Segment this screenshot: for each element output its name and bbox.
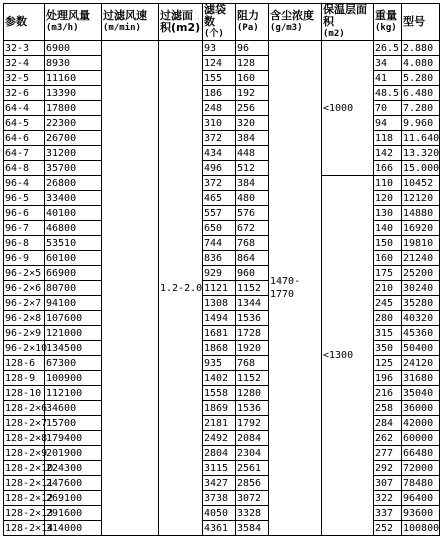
cell-weight: 94 <box>374 116 402 131</box>
cell-resistance: 1152 <box>236 281 269 296</box>
cell-bag-count: 1868 <box>203 341 236 356</box>
cell-resistance: 2304 <box>236 446 269 461</box>
cell-weight: 252 <box>374 521 402 536</box>
cell-airflow: 224300 <box>45 461 102 476</box>
column-header-label: 过滤面积(m2) <box>160 9 201 34</box>
cell-resistance: 672 <box>236 221 269 236</box>
cell-model-param: 96-4 <box>4 176 45 191</box>
cell-model-number: 60000 <box>402 431 440 446</box>
cell-model-param: 96-7 <box>4 221 45 236</box>
cell-model-param: 128-6 <box>4 356 45 371</box>
cell-bag-count: 744 <box>203 236 236 251</box>
cell-model-param: 96-8 <box>4 236 45 251</box>
cell-weight: 258 <box>374 401 402 416</box>
cell-weight: 26.5 <box>374 41 402 56</box>
cell-resistance: 448 <box>236 146 269 161</box>
cell-model-param: 128-2×13 <box>5 507 54 519</box>
cell-bag-count: 1308 <box>203 296 236 311</box>
cell-model-number: 35280 <box>402 296 440 311</box>
cell-model-param: 64-6 <box>4 131 45 146</box>
cell-model-number: 42000 <box>402 416 440 431</box>
cell-model-param: 96-2×5 <box>4 266 45 281</box>
cell-bag-count: 2181 <box>203 416 236 431</box>
cell-weight: 337 <box>374 506 402 521</box>
column-header <box>269 4 322 41</box>
table-row <box>4 191 440 206</box>
column-header-label: 滤袋数 <box>204 3 226 28</box>
cell-resistance: 1728 <box>236 326 269 341</box>
cell-model-number: 14880 <box>402 206 440 221</box>
cell-weight: 160 <box>374 251 402 266</box>
column-header <box>236 4 269 41</box>
cell-resistance: 128 <box>236 56 269 71</box>
cell-model-number: 15.000 <box>403 162 440 174</box>
cell-weight: 322 <box>374 491 402 506</box>
table-row <box>4 101 440 116</box>
column-header <box>45 4 102 41</box>
column-header-label: 阻力 <box>237 9 259 22</box>
cell-model-param: 96-9 <box>4 251 45 266</box>
cell-model-param: 128-2×7 <box>5 417 48 429</box>
cell-weight: 277 <box>374 446 402 461</box>
cell-resistance: 2561 <box>236 461 269 476</box>
column-header <box>4 4 45 41</box>
cell-resistance: 1280 <box>236 386 269 401</box>
cell-airflow: 201900 <box>45 446 102 461</box>
table-row <box>4 476 440 491</box>
cell-airflow: 67300 <box>45 356 102 371</box>
cell-model-number: 66480 <box>402 446 440 461</box>
cell-insulation-area: <1300 <box>322 176 374 536</box>
header-row <box>4 4 440 41</box>
cell-bag-count: 155 <box>203 71 236 86</box>
cell-airflow: 134500 <box>45 341 102 356</box>
cell-airflow: 6900 <box>45 41 102 56</box>
cell-model-param: 96-2×7 <box>4 296 45 311</box>
cell-resistance: 256 <box>236 101 269 116</box>
table-row <box>4 371 440 386</box>
cell-airflow: 121000 <box>45 326 102 341</box>
cell-model-param: 32-3 <box>4 41 45 56</box>
column-header-label: 含尘浓度 <box>270 9 314 22</box>
table-row <box>4 266 440 281</box>
cell-bag-count: 3115 <box>203 461 236 476</box>
cell-airflow: 247600 <box>45 476 102 491</box>
table-row <box>4 386 440 401</box>
column-header-unit: (g/m3) <box>270 23 303 33</box>
cell-weight: 350 <box>374 341 402 356</box>
cell-model-number: 24120 <box>402 356 440 371</box>
column-header <box>322 4 374 41</box>
cell-model-param: 32-4 <box>4 56 45 71</box>
cell-model-param: 32-6 <box>4 86 45 101</box>
cell-bag-count: 372 <box>203 176 236 191</box>
column-header-label: 过滤风速 <box>103 9 147 22</box>
cell-resistance: 768 <box>236 236 269 251</box>
cell-airflow: 314000 <box>45 521 102 536</box>
cell-bag-count: 3738 <box>203 491 236 506</box>
cell-airflow: 179400 <box>45 431 102 446</box>
cell-resistance: 192 <box>236 86 269 101</box>
cell-airflow: 94100 <box>45 296 102 311</box>
cell-model-param: 96-2×9 <box>4 326 45 341</box>
cell-model-number: 7.280 <box>402 101 440 116</box>
cell-resistance: 480 <box>236 191 269 206</box>
cell-bag-count: 93 <box>203 41 236 56</box>
cell-airflow: 269100 <box>45 491 102 506</box>
cell-model-param: 64-4 <box>4 101 45 116</box>
cell-model-number: 78480 <box>402 476 440 491</box>
cell-airflow: 11160 <box>45 71 102 86</box>
table-row <box>4 281 440 296</box>
cell-resistance: 160 <box>236 71 269 86</box>
cell-bag-count: 935 <box>203 356 236 371</box>
column-header-unit: (kg) <box>375 23 397 33</box>
cell-model-param: 64-7 <box>4 146 45 161</box>
table-row <box>4 506 440 521</box>
cell-model-param: 96-6 <box>4 206 45 221</box>
cell-airflow: 35700 <box>45 161 102 176</box>
cell-resistance: 320 <box>236 116 269 131</box>
spec-table <box>3 3 440 536</box>
cell-model-number: 21240 <box>402 251 440 266</box>
column-header <box>159 4 203 41</box>
column-header <box>374 4 402 41</box>
table-row <box>4 56 440 71</box>
cell-bag-count: 372 <box>203 131 236 146</box>
table-row <box>4 401 440 416</box>
cell-model-number: 35040 <box>402 386 440 401</box>
cell-model-number: 9.960 <box>402 116 440 131</box>
cell-weight: 245 <box>374 296 402 311</box>
cell-resistance: 2084 <box>236 431 269 446</box>
cell-bag-count: 1681 <box>203 326 236 341</box>
cell-model-param: 64-5 <box>4 116 45 131</box>
cell-filter-area: 1.2-2.0 <box>159 41 203 536</box>
cell-bag-count: 3427 <box>203 476 236 491</box>
cell-weight: 284 <box>374 416 402 431</box>
cell-weight: 307 <box>374 476 402 491</box>
cell-insulation-area: <1000 <box>322 41 374 176</box>
table-row <box>4 221 440 236</box>
cell-resistance: 1536 <box>236 401 269 416</box>
cell-weight: 280 <box>374 311 402 326</box>
cell-weight: 118 <box>374 131 402 146</box>
cell-model-param: 128-2×10 <box>5 462 54 474</box>
cell-model-number: 10452 <box>402 176 440 191</box>
cell-bag-count: 496 <box>203 161 236 176</box>
cell-model-number: 11.640 <box>403 132 440 144</box>
cell-airflow: 13390 <box>45 86 102 101</box>
table-row <box>4 341 440 356</box>
column-header <box>102 4 159 41</box>
cell-resistance: 1536 <box>236 311 269 326</box>
cell-resistance: 3584 <box>236 521 269 536</box>
cell-resistance: 384 <box>236 176 269 191</box>
cell-bag-count: 248 <box>203 101 236 116</box>
cell-model-number: 72000 <box>402 461 440 476</box>
table-row <box>4 206 440 221</box>
cell-weight: 216 <box>374 386 402 401</box>
cell-dust-concentration: 1470-1770 <box>269 41 322 536</box>
table-row <box>4 176 440 191</box>
column-header <box>402 4 440 41</box>
cell-airflow: 31200 <box>45 146 102 161</box>
column-header-unit: (个) <box>204 29 224 39</box>
cell-airflow: 22300 <box>45 116 102 131</box>
cell-resistance: 384 <box>236 131 269 146</box>
cell-model-number: 93600 <box>402 506 440 521</box>
cell-model-param: 128-2×9 <box>5 447 48 459</box>
cell-model-param: 128-2×6 <box>5 402 48 414</box>
cell-weight: 120 <box>374 191 402 206</box>
table-row <box>4 431 440 446</box>
cell-model-number: 4.080 <box>402 56 440 71</box>
cell-model-number: 19810 <box>402 236 440 251</box>
cell-airflow: 112100 <box>45 386 102 401</box>
cell-weight: 196 <box>374 371 402 386</box>
cell-model-number: 45360 <box>402 326 440 341</box>
cell-weight: 70 <box>374 101 402 116</box>
cell-model-param: 128-2×11 <box>5 477 54 489</box>
column-header-unit: (m3/h) <box>46 23 79 33</box>
table-row <box>4 326 440 341</box>
cell-airflow: 34600 <box>45 401 102 416</box>
cell-bag-count: 2804 <box>203 446 236 461</box>
cell-model-param: 128-9 <box>4 371 45 386</box>
cell-bag-count: 434 <box>203 146 236 161</box>
cell-bag-count: 929 <box>203 266 236 281</box>
cell-resistance: 1152 <box>236 371 269 386</box>
cell-airflow: 26700 <box>45 131 102 146</box>
column-header <box>203 4 236 41</box>
cell-model-param: 32-5 <box>4 71 45 86</box>
cell-airflow: 17800 <box>45 101 102 116</box>
cell-model-param: 128-2×12 <box>5 492 54 504</box>
cell-model-param: 64-8 <box>4 161 45 176</box>
cell-bag-count: 2492 <box>203 431 236 446</box>
cell-bag-count: 650 <box>203 221 236 236</box>
cell-resistance: 768 <box>236 356 269 371</box>
cell-airflow: 40100 <box>45 206 102 221</box>
cell-bag-count: 310 <box>203 116 236 131</box>
table-row <box>4 446 440 461</box>
cell-airflow: 80700 <box>45 281 102 296</box>
cell-weight: 150 <box>374 236 402 251</box>
cell-bag-count: 1869 <box>203 401 236 416</box>
table-row <box>4 491 440 506</box>
table-body <box>4 41 440 536</box>
cell-bag-count: 1121 <box>203 281 236 296</box>
cell-weight: 210 <box>374 281 402 296</box>
cell-resistance: 512 <box>236 161 269 176</box>
cell-resistance: 1344 <box>236 296 269 311</box>
cell-model-param: 128-2×14 <box>5 522 54 534</box>
cell-model-param: 96-2×10 <box>5 342 48 354</box>
cell-weight: 41 <box>374 71 402 86</box>
cell-airflow: 46800 <box>45 221 102 236</box>
cell-model-param: 128-10 <box>4 386 45 401</box>
cell-bag-count: 1494 <box>203 311 236 326</box>
cell-resistance: 2856 <box>236 476 269 491</box>
cell-model-number: 5.280 <box>402 71 440 86</box>
cell-model-param: 128-2×8 <box>5 432 48 444</box>
cell-bag-count: 1558 <box>203 386 236 401</box>
cell-resistance: 96 <box>236 41 269 56</box>
cell-model-number: 100800 <box>403 522 440 534</box>
cell-filter-speed <box>102 41 159 536</box>
table-row <box>4 131 440 146</box>
cell-airflow: 291600 <box>45 506 102 521</box>
cell-model-number: 50400 <box>402 341 440 356</box>
cell-airflow: 107600 <box>45 311 102 326</box>
cell-airflow: 60100 <box>45 251 102 266</box>
cell-resistance: 960 <box>236 266 269 281</box>
cell-resistance: 1792 <box>236 416 269 431</box>
table-row <box>4 71 440 86</box>
table-row <box>4 116 440 131</box>
cell-model-number: 36000 <box>402 401 440 416</box>
cell-weight: 142 <box>374 146 402 161</box>
cell-airflow: 53510 <box>45 236 102 251</box>
cell-weight: 110 <box>374 176 402 191</box>
cell-airflow: 100900 <box>45 371 102 386</box>
cell-model-number: 12120 <box>402 191 440 206</box>
cell-bag-count: 4361 <box>203 521 236 536</box>
table-row <box>4 146 440 161</box>
column-header-unit: (m2) <box>323 29 345 39</box>
cell-model-param: 96-2×6 <box>4 281 45 296</box>
cell-resistance: 576 <box>236 206 269 221</box>
cell-model-number: 6.480 <box>402 86 440 101</box>
cell-weight: 166 <box>374 161 402 176</box>
cell-airflow: 8930 <box>45 56 102 71</box>
table-row <box>4 521 440 536</box>
column-header-label: 保温层面积 <box>323 3 367 28</box>
cell-weight: 130 <box>374 206 402 221</box>
column-header-unit: (Pa) <box>237 23 259 33</box>
cell-weight: 48.5 <box>374 86 402 101</box>
cell-model-number: 31680 <box>402 371 440 386</box>
table-row <box>4 461 440 476</box>
cell-weight: 140 <box>374 221 402 236</box>
table-row <box>4 416 440 431</box>
cell-resistance: 3072 <box>236 491 269 506</box>
cell-model-number: 25200 <box>402 266 440 281</box>
cell-airflow: 26800 <box>45 176 102 191</box>
column-header-label: 参数 <box>5 15 27 28</box>
table-row <box>4 296 440 311</box>
table-row <box>4 161 440 176</box>
cell-resistance: 1920 <box>236 341 269 356</box>
table-row <box>4 251 440 266</box>
column-header-label: 处理风量 <box>46 9 90 22</box>
cell-weight: 262 <box>374 431 402 446</box>
cell-model-number: 13.320 <box>403 147 440 159</box>
table-row <box>4 311 440 326</box>
cell-model-param: 96-2×8 <box>4 311 45 326</box>
cell-bag-count: 836 <box>203 251 236 266</box>
column-header-label: 重量 <box>375 9 397 22</box>
cell-bag-count: 124 <box>203 56 236 71</box>
cell-weight: 175 <box>374 266 402 281</box>
cell-bag-count: 186 <box>203 86 236 101</box>
cell-model-number: 30240 <box>402 281 440 296</box>
cell-bag-count: 1402 <box>203 371 236 386</box>
cell-resistance: 864 <box>236 251 269 266</box>
cell-airflow: 15700 <box>45 416 102 431</box>
cell-bag-count: 465 <box>203 191 236 206</box>
cell-model-number: 96400 <box>402 491 440 506</box>
cell-weight: 315 <box>374 326 402 341</box>
table-row <box>4 86 440 101</box>
cell-bag-count: 4050 <box>203 506 236 521</box>
cell-model-number: 16920 <box>402 221 440 236</box>
cell-weight: 292 <box>374 461 402 476</box>
cell-model-param: 96-5 <box>4 191 45 206</box>
table-row <box>4 41 440 56</box>
cell-airflow: 66900 <box>45 266 102 281</box>
cell-bag-count: 557 <box>203 206 236 221</box>
table-header <box>4 4 440 41</box>
cell-weight: 125 <box>374 356 402 371</box>
column-header-unit: (m/min) <box>103 23 141 33</box>
cell-airflow: 33400 <box>45 191 102 206</box>
column-header-label: 型号 <box>403 15 425 28</box>
cell-resistance: 3328 <box>236 506 269 521</box>
cell-model-number: 40320 <box>402 311 440 326</box>
cell-model-number: 2.880 <box>402 41 440 56</box>
table-row <box>4 356 440 371</box>
cell-weight: 34 <box>374 56 402 71</box>
table-row <box>4 236 440 251</box>
